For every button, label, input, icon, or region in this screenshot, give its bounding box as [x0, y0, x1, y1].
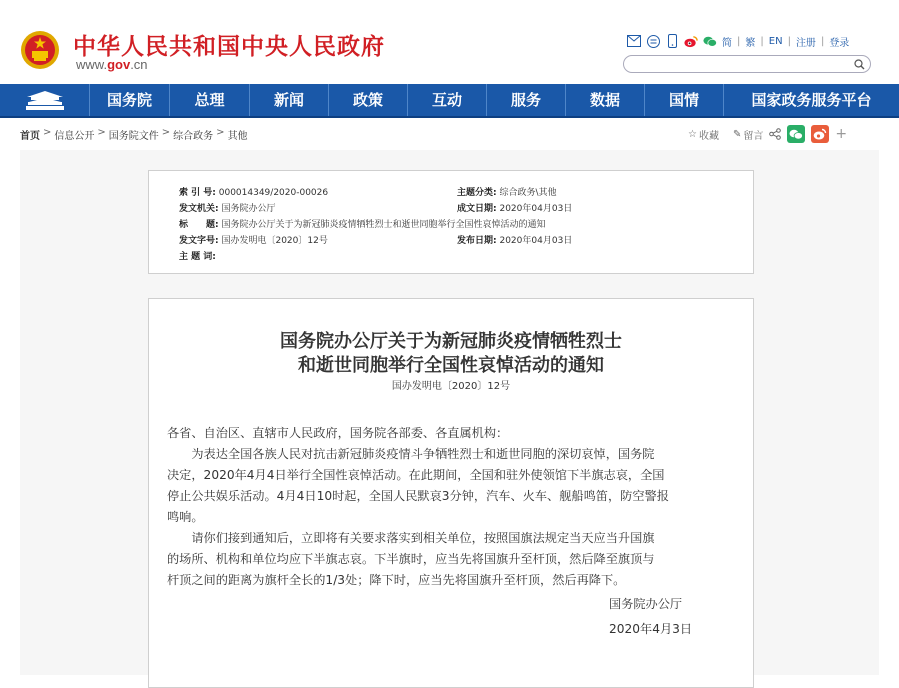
search-icon[interactable] — [852, 57, 866, 71]
nav-items — [89, 84, 899, 116]
register-link[interactable]: 注册 — [795, 37, 816, 49]
breadcrumb-general-affairs[interactable]: 综合政务 — [173, 131, 214, 142]
divider: | — [820, 35, 825, 47]
breadcrumb-other[interactable]: 其他 — [227, 131, 248, 142]
nav-item-interaction[interactable]: 互动 — [407, 84, 486, 116]
meta-published-label: 发布日期: — [457, 236, 497, 246]
meta-created-value: 2020年04月03日 — [499, 204, 573, 214]
meta-category — [457, 185, 557, 198]
breadcrumb-state-council-docs[interactable]: 国务院文件 — [108, 131, 159, 142]
site-title[interactable]: 中华人民共和国中央人民政府 — [73, 34, 385, 60]
tiananmen-icon[interactable] — [0, 84, 89, 116]
site-url[interactable] — [76, 57, 148, 72]
share-icon[interactable] — [769, 128, 781, 140]
wechat-share-icon[interactable] — [787, 125, 805, 143]
comment-button[interactable] — [733, 127, 763, 142]
doc-paragraph-line: 停止公共娱乐活动。4月4日10时起，全国人民默哀3分钟，汽车、火车、舰船鸣笛，防空警报 — [167, 489, 669, 503]
meta-issuer-label: 发文机关: — [179, 204, 219, 214]
breadcrumb-info-disclosure[interactable]: 信息公开 — [54, 131, 95, 142]
document-body — [148, 298, 754, 688]
national-emblem-icon[interactable] — [20, 30, 60, 70]
doc-paragraph-line: 决定，2020年4月4日举行全国性哀悼活动。在此期间，全国和驻外使领馆下半旗志哀，全国 — [167, 468, 665, 482]
document-metadata — [148, 170, 754, 274]
meta-title — [179, 217, 546, 230]
favorite-button[interactable] — [688, 127, 719, 142]
doc-title-line2: 和逝世同胞举行全国性哀悼活动的通知 — [298, 355, 604, 376]
weibo-share-icon[interactable] — [811, 125, 829, 143]
meta-published — [457, 233, 572, 246]
pencil-icon: ✎ — [732, 128, 742, 140]
share-tools — [688, 124, 847, 144]
nav-item-premier[interactable]: 总理 — [169, 84, 249, 116]
meta-docno-label: 发文字号: — [179, 236, 219, 246]
doc-salutation: 各省、自治区、直辖市人民政府，国务院各部委、各直属机构： — [167, 426, 509, 440]
nav-item-data[interactable]: 数据 — [565, 84, 644, 116]
meta-docno — [179, 233, 328, 246]
mail-icon[interactable] — [627, 34, 641, 48]
doc-paragraph-line: 的场所、机构和单位均应下半旗志哀。下半旗时，应当先将国旗升至杆顶，然后降至旗顶与 — [167, 552, 655, 566]
nav-item-services[interactable]: 服务 — [486, 84, 565, 116]
breadcrumb-home[interactable]: 首页 — [20, 131, 40, 142]
mobile-icon[interactable] — [665, 34, 679, 48]
meta-created — [457, 201, 572, 214]
meta-index-value: 000014349/2020-00026 — [218, 188, 329, 198]
divider: | — [737, 35, 741, 47]
breadcrumb-separator: > — [161, 127, 171, 138]
breadcrumb — [20, 127, 248, 142]
divider: | — [787, 35, 791, 47]
doc-paragraph-line: 为表达全国各族人民对抗击新冠肺炎疫情斗争牺牲烈士和逝世同胞的深切哀悼，国务院 — [167, 447, 655, 461]
breadcrumb-separator: > — [43, 127, 52, 138]
nav-item-service-platform[interactable]: 国家政务服务平台 — [723, 84, 899, 116]
url-prefix: www. — [76, 57, 108, 72]
url-suffix: .cn — [130, 57, 148, 72]
breadcrumb-bar — [0, 120, 899, 148]
weibo-icon[interactable] — [684, 34, 698, 48]
meta-published-value: 2020年04月03日 — [499, 236, 573, 246]
nav-item-news[interactable]: 新闻 — [249, 84, 328, 116]
login-link[interactable]: 登录 — [829, 37, 850, 49]
lang-simplified-link[interactable]: 简 — [722, 37, 732, 49]
meta-issuer — [179, 201, 276, 214]
lang-english-link[interactable]: EN — [768, 35, 783, 47]
main-nav — [0, 84, 899, 118]
meta-keywords — [179, 249, 216, 262]
breadcrumb-separator: > — [97, 127, 106, 138]
doc-title-line1: 国务院办公厅关于为新冠肺炎疫情牺牲烈士 — [280, 331, 622, 352]
doc-date: 2020年4月3日 — [609, 622, 693, 636]
star-icon: ☆ — [688, 128, 697, 140]
wechat-icon[interactable] — [703, 34, 717, 48]
meta-docno-value: 国办发明电〔2020〕12号 — [221, 236, 328, 246]
doc-number: 国办发明电〔2020〕12号 — [391, 381, 511, 392]
more-share-button[interactable]: + — [835, 126, 848, 142]
nav-item-national-conditions[interactable]: 国情 — [644, 84, 723, 116]
message-icon[interactable] — [646, 34, 660, 48]
meta-category-value: 综合政务\其他 — [499, 188, 557, 198]
meta-issuer-value: 国务院办公厅 — [221, 204, 276, 214]
nav-item-state-council[interactable]: 国务院 — [89, 84, 169, 116]
doc-signature: 国务院办公厅 — [609, 597, 683, 611]
meta-title-value: 国务院办公厅关于为新冠肺炎疫情牺牲烈士和逝世同胞举行全国性哀悼活动的通知 — [221, 220, 546, 230]
meta-index — [179, 185, 328, 198]
site-header — [0, 0, 899, 84]
favorite-label: 收藏 — [698, 130, 719, 142]
comment-label: 留言 — [743, 130, 764, 142]
meta-keywords-label: 主 题 词: — [179, 252, 216, 262]
search-box — [623, 55, 871, 73]
meta-title-label: 标 题: — [179, 220, 219, 230]
doc-paragraph-line: 请你们接到通知后，立即将有关要求落实到相关单位，按照国旗法规定当天应当升国旗 — [167, 531, 655, 545]
search-input[interactable] — [634, 57, 834, 71]
doc-paragraph-line: 杆顶之间的距离为旗杆全长的1/3处；降下时，应当先将国旗升至杆顶，然后再降下。 — [167, 573, 626, 587]
nav-item-policy[interactable]: 政策 — [328, 84, 407, 116]
meta-category-label: 主题分类: — [457, 188, 497, 198]
header-tools — [627, 32, 849, 50]
breadcrumb-separator: > — [216, 127, 225, 138]
divider: | — [760, 35, 764, 47]
meta-index-label: 索 引 号: — [179, 188, 216, 198]
lang-traditional-link[interactable]: 繁 — [745, 37, 756, 49]
doc-paragraph-line: 鸣响。 — [167, 510, 204, 524]
url-gov: gov — [107, 57, 131, 72]
meta-created-label: 成文日期: — [457, 204, 497, 214]
